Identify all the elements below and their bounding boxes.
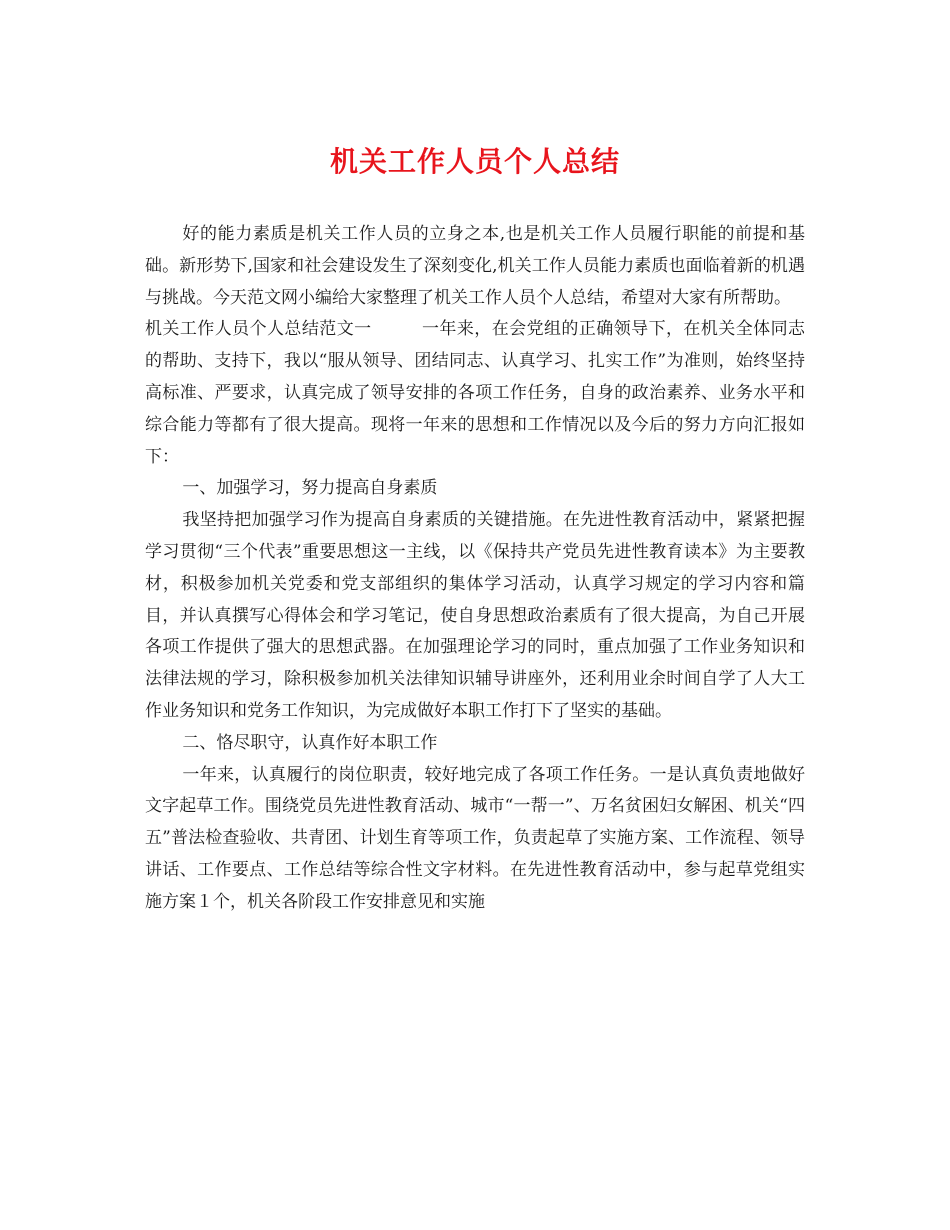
sample-label: 机关工作人员个人总结范文一 <box>145 319 372 340</box>
sample-opening: 一年来，在会党组的正确领导下，在机关全体同志的帮助、支持下，我以“服从领导、团结同志、认真学习、扎实工作”为准则，始终坚持高标准、严要求，认真完成了领导安排的各项工作任务，自身的政治素养、业务水平和综合能力等都有了很大提高。现将一年来的思想和工作情况以及今后的努力方向汇报如下： <box>145 319 806 467</box>
section1-paragraph: 我坚持把加强学习作为提高自身素质的关键措施。在先进性教育活动中，紧紧把握学习贯彻“三个代表”重要思想这一主线，以《保持共产党员先进性教育读本》为主要教材，积极参加机关党委和党支部组织的集体学习活动，认真学习规定的学习内容和篇目，并认真撰写心得体会和学习笔记，使自身思想政治素质有了很大提高，为自己开展各项工作提供了强大的思想武器。在加强理论学习的同时，重点加强了工作业务知识和法律法规的学习，除积极参加机关法律知识辅导讲座外，还利用业余时间自学了人大工作业务知识和党务工作知识，为完成做好本职工作打下了坚实的基础。 <box>145 510 805 721</box>
section2-heading: 二、恪尽职守，认真作好本职工作 <box>182 732 438 753</box>
sample-paragraph <box>145 314 805 473</box>
document-body <box>145 219 805 919</box>
intro-paragraph: 好的能力素质是机关工作人员的立身之本,也是机关工作人员履行职能的前提和基础。新形势下,国家和社会建设发生了深刻变化,机关工作人员能力素质也面临着新的机遇与挑战。今天范文网小编给大家整理了机关工作人员个人总结，希望对大家有所帮助。 <box>145 224 805 308</box>
document-title: 机关工作人员个人总结 <box>329 145 620 178</box>
section2-paragraph: 一年来，认真履行的岗位职责，较好地完成了各项工作任务。一是认真负责地做好文字起草工作。围绕党员先进性教育活动、城市“一帮一”、万名贫困妇女解困、机关“四五”普法检查验收、共青团、计划生育等项工作，负责起草了实施方案、工作流程、领导讲话、工作要点、工作总结等综合性文字材料。在先进性教育活动中，参与起草党组实施方案１个，机关各阶段工作安排意见和实施 <box>145 764 805 912</box>
section1-heading: 一、加强学习，努力提高自身素质 <box>182 478 438 499</box>
